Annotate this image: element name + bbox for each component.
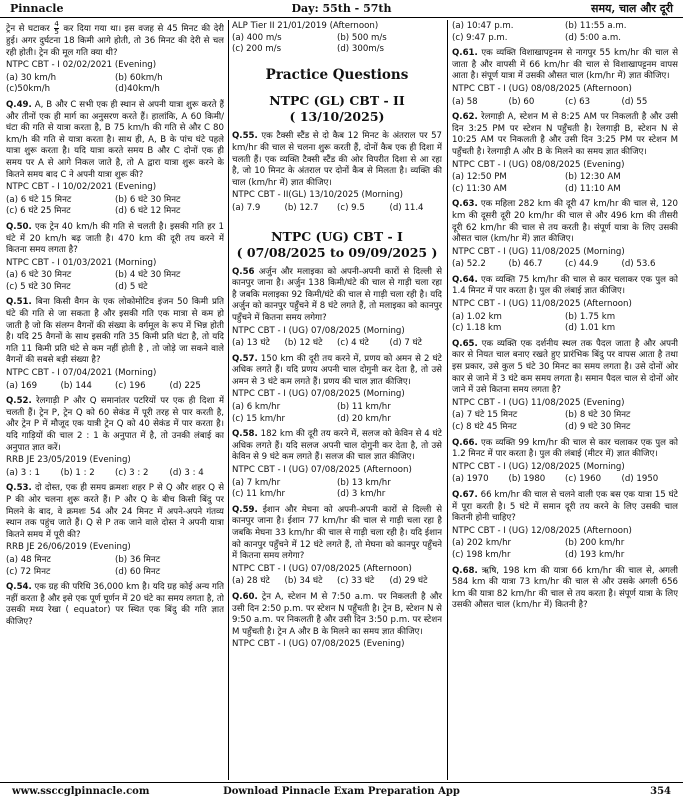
question-number: Q.63. — [452, 199, 478, 210]
options — [6, 270, 224, 293]
question-text: Q.54. एक ग्रह की परिधि 36,000 km है। यदि ग्रह कोई अन्य गति नहीं करता है और इसे एक पूर्ण घूर्णन में 20 घंटे का समय लगता है, तो उसकी मध्य रेखा ( equator) पर स्थित एक बिंदु की गति ज्ञात कीजिए? — [6, 582, 224, 627]
option: (d) 7 घंटे — [389, 338, 423, 349]
options — [452, 474, 678, 486]
options — [452, 172, 678, 195]
question-block — [6, 100, 224, 218]
option: (c) 33 घंटे — [337, 576, 375, 587]
header-topic: समय, चाल और दूरी — [591, 2, 673, 15]
question-number: Q.57. — [232, 353, 258, 364]
option: (a) 7 घंटे 15 मिनट — [452, 410, 518, 421]
question-source: RRB JE 26/06/2019 (Evening) — [6, 542, 131, 553]
option: (d) 20 km/hr — [337, 413, 391, 424]
question-text: Q.55. एक टैक्सी स्टैंड से दो कैब 12 मिनट के अंतराल पर 57 km/hr की चाल से चलना शुरू करती हैं, दोनों कैब एक ही दिशा में चलती हैं। एक व्यक्ति टैक्सी स्टैंड की ओर विपरीत दिशा से आ रहा है, जो 10 मिनट के अंतराल पर दोनों कैब से मिलता है। व्यक्ति की चाल (km/hr में) ज्ञात कीजिए। — [232, 131, 442, 188]
option: (d) 225 — [169, 380, 201, 391]
option: (d) 3 : 4 — [169, 467, 204, 478]
option: (a) 6 घंटे 15 मिनट — [6, 194, 72, 205]
option: (c) 5 घंटे 30 मिनट — [6, 281, 71, 292]
question-text: Q.59. ईशान और मेघना को अपनी-अपनी कारों से दिल्ली से कानपुर जाना है। ईशान 77 km/hr की चाल से गाड़ी चला रहा है जबकि मेघना 33 km/hr की चाल से गाड़ी चला रही है। यदि ईशान को कानपुर पहुँचने में 12 घंटे लगते हैं, तो मेघना को कानपुर पहुँचने में कितना समय लगेगा? — [232, 504, 442, 562]
options: (a) 30 km/h (b) 60km/h (c)50km/h (d)40km/h — [6, 72, 163, 95]
question-source: NTPC CBT - I 07/04/2021 (Morning) — [6, 368, 157, 379]
question-block — [232, 354, 442, 426]
options — [6, 555, 224, 578]
question-block — [6, 483, 224, 578]
option: (a) 13 घंटे — [232, 338, 270, 349]
question-source: NTPC CBT - I (UG) 07/08/2025 (Afternoon) — [232, 563, 412, 574]
question-number: Q.59. — [232, 504, 258, 515]
question-number: Q.64. — [452, 274, 478, 285]
option: (b) 12.7 — [284, 202, 319, 213]
option: (b) 8 घंटे 30 मिनट — [565, 410, 631, 421]
question-block — [232, 131, 442, 214]
question-source: NTPC CBT - II(GL) 13/10/2025 (Morning) — [232, 190, 404, 201]
question-source: NTPC CBT - I (UG) 07/08/2025 (Morning) — [232, 325, 405, 336]
option: (c) 11:30 AM — [452, 183, 507, 194]
question-number: Q.50. — [6, 221, 32, 232]
question-text: Q.68. ऋषि, 198 km की यात्रा 66 km/hr की चाल से, अगली 584 km की यात्रा 73 km/hr की चाल से और उसके अगली 656 km की यात्रा 82 km/hr की चाल से तय करता है। संपूर्ण यात्रा के लिए उसकी औसत चाल (km/hr में) कितनी है? — [452, 565, 678, 611]
option: (c) 72 मिनट — [6, 566, 51, 577]
option: (c) 4 घंटे — [337, 338, 369, 349]
option: (b) 144 — [60, 380, 92, 391]
option: (b) 34 घंटे — [284, 576, 323, 587]
question-text: Q.62. रेलगाड़ी A, स्टेशन M से 8:25 AM पर निकलती है और उसी दिन 3:25 PM पर स्टेशन N पहुँचती है। रेलगाड़ी B, स्टेशन N से 10:25 AM पर निकलती है और उसी दिन 3:25 PM पर स्टेशन M पहुँचती है। रेलगाड़ी A और B के मिलने का समय ज्ञात कीजिए। — [452, 112, 678, 157]
question-number: Q.68. — [452, 565, 478, 576]
question-number: Q.51. — [6, 297, 32, 308]
question-source: NTPC CBT - I (UG) 08/08/2025 (Afternoon) — [452, 83, 632, 94]
option: (a) 12:50 PM — [452, 172, 507, 183]
question-text: Q.57. 150 km की दूरी तय करने में, प्रणय को अमन से 2 घंटे अधिक लगते हैं। यदि प्रणय अपनी चाल दोगुनी कर देता है, तो उसे अमन से 3 घंटे कम लगते हैं। प्रणय की चाल ज्ञात कीजिए। — [232, 353, 442, 387]
option: (d) 6 घंटे 12 मिनट — [115, 206, 181, 217]
options — [232, 203, 442, 215]
option: (b) 1 : 2 — [60, 467, 95, 478]
option: (d) 29 घंटे — [389, 576, 428, 587]
question-text: Q.63. एक महिला 282 km की दूरी 47 km/hr की चाल से, 120 km की दूसरी दूरी 20 km/hr की चाल से और 496 km की तीसरी दूरी 62 km/hr की चाल से तय करती है। संपूर्ण यात्रा के लिए उसकी औसत चाल (km/hr में) ज्ञात कीजिए। — [452, 199, 678, 245]
question-source: NTPC CBT - I (UG) 07/08/2025 (Afternoon) — [232, 465, 412, 476]
question-number: Q.56 — [232, 266, 255, 277]
question-number: Q.58. — [232, 429, 258, 440]
options — [452, 97, 678, 109]
option: (a) 3 : 1 — [6, 467, 40, 478]
question-text: Q.61. एक व्यक्ति विशाखापट्टनम से नागपुर 55 km/hr की चाल से जाता है और वापसी में 66 km/hr की चाल से विशाखापट्टनम वापस आता है। संपूर्ण यात्रा में उसकी औसत चाल (km/hr में) ज्ञात कीजिए। — [452, 48, 678, 82]
option: (a) 202 km/hr — [452, 538, 512, 549]
options — [452, 538, 678, 561]
question-source: NTPC CBT - I (UG) 07/08/2025 (Morning) — [232, 389, 405, 400]
question-block — [452, 199, 678, 271]
option: (a) 52.2 — [452, 259, 486, 270]
option: (c) 198 km/hr — [452, 549, 511, 560]
question-block — [452, 339, 678, 434]
question-source: NTPC CBT - I (UG) 11/08/2025 (Morning) — [452, 246, 625, 257]
question-block — [232, 267, 442, 350]
practice-heading: Practice Questions — [265, 66, 409, 83]
option: (c) 6 घंटे 25 मिनट — [6, 206, 71, 217]
question-block — [452, 112, 678, 195]
column-3 — [452, 21, 678, 779]
option: (d) 1950 — [621, 474, 659, 485]
question-text: Q.67. 66 km/hr की चाल से चलने वाली एक बस एक यात्रा 15 घंटे में पूरा करती है। 5 घंटे में समान दूरी तय करने के लिए उसकी चाल कितनी होनी चाहिए? — [452, 489, 678, 524]
page-number: 354 — [650, 786, 671, 797]
question-source: NTPC CBT - I 02/02/2021 (Evening) — [6, 60, 157, 71]
question-block — [452, 275, 678, 335]
header-day: Day: 55th - 57th — [291, 2, 392, 15]
column-1 — [6, 21, 224, 779]
question-number: Q.60. — [232, 591, 258, 602]
page-footer — [0, 782, 683, 800]
question-text: Q.53. दो दोस्त, एक ही समय क्रमशः शहर P से Q और शहर Q से P की ओर चलना शुरू करते हैं। P और Q के बीच किसी बिंदु पर मिलने के बाद, वे क्रमशः 54 और 24 मिनट में अपने-अपने गंतव्य स्थान तक पहुंच जाते हैं। Q से P तक जाने वाले दोस्त ने अपनी यात्रा कितने समय में पूरी की? — [6, 483, 224, 540]
option: (d) 193 km/hr — [565, 549, 625, 560]
continued-question: ट्रेन से घटाकर $\frac{4}{5}$ कर दिया गया था। इस वजह से 45 मिनट की देरी हुई। अगर दुर्घटना 18 किमी आगे होती, तो 36 मिनट की देरी से चल रही होती। ट्रेन की मूल गति क्या थी? — [6, 21, 224, 58]
option: (b) 4 घंटे 30 मिनट — [115, 270, 181, 281]
options — [232, 402, 442, 425]
question-source: NTPC CBT - I (UG) 11/08/2025 (Evening) — [452, 397, 625, 408]
question-block — [452, 438, 678, 486]
question-text: Q.52. रेलगाड़ी P और Q समानांतर पटरियों पर एक ही दिशा में चलती हैं। ट्रेन P, ट्रेन Q को 60 सेकंड में पूरी तरह से पार करती है, और ट्रेन P में मौजूद एक यात्री ट्रेन Q को 40 सेकंड में पार करता है। यदि गाड़ियों की चाल 2 : 1 के अनुपात में है, तो उनकी लंबाई का अनुपात ज्ञात करें। — [6, 396, 224, 453]
question-text: Q.66. एक व्यक्ति 99 km/hr की चाल से कार चलाकर एक पुल को 1.2 मिनट में पार करता है। पुल की लंबाई (मीटर में) ज्ञात कीजिए। — [452, 437, 678, 460]
options — [452, 410, 678, 433]
question-text: Q.50. एक ट्रेन 40 km/h की गति से चलती है। इसकी गति हर 1 घंटे में 20 km/h बढ़ जाती है। 470 km की दूरी तय करने में कितना समय लगता है? — [6, 221, 224, 256]
option: (c) 11 km/hr — [232, 489, 286, 500]
question-source: RRB JE 23/05/2019 (Evening) — [6, 455, 131, 466]
option: (c) 44.9 — [565, 259, 599, 270]
column-2 — [232, 21, 442, 779]
question-block — [6, 582, 224, 628]
question-number: Q.54. — [6, 582, 32, 593]
option: (d) 9 घंटे 30 मिनट — [565, 422, 631, 432]
previous-options: ALP Tier II 21/01/2019 (Afternoon) (a) 400 m/s (b) 500 m/s (c) 200 m/s (d) 300m/s — [232, 21, 387, 55]
question-number: Q.61. — [452, 48, 478, 59]
section-heading: NTPC (UG) CBT - I ( 07/08/2025 to 09/09/2025 ) — [236, 228, 438, 260]
question-source: NTPC CBT - I (UG) 08/08/2025 (Evening) — [452, 159, 625, 170]
question-block — [452, 48, 678, 108]
option: (b) 1.75 km — [565, 311, 616, 322]
question-block — [452, 490, 678, 562]
option: (d) 55 — [621, 96, 648, 107]
page-header — [0, 0, 683, 18]
question-block — [232, 429, 442, 501]
option: (b) 1980 — [508, 474, 546, 485]
question-source: NTPC CBT - I (UG) 12/08/2025 (Morning) — [452, 461, 625, 472]
option: (a) 6 km/hr — [232, 402, 281, 413]
option: (b) 11 km/hr — [337, 402, 391, 413]
question-number: Q.67. — [452, 489, 478, 500]
option: (b) 12:30 AM — [565, 172, 621, 183]
question-source: NTPC CBT - I 01/03/2021 (Morning) — [6, 257, 157, 268]
question-text: Q.51. बिना किसी वैगन के एक लोकोमोटिव इंजन 50 किमी प्रति घंटे की गति से जा सकता है और इसकी गति एक मात्रा से कम हो जाती है जो कि संलग्न वैगनों की संख्या के वर्गमूल के रूप में भिन्न होती है। यदि 25 वैगनों के साथ इसकी गति 35 किमी प्रति घंटा है, तो यदि गति 11 किमी प्रति घंटे से कम नहीं होती है , तो जोड़े जा सकने वाले वैगनों की सबसे बड़ी संख्या है? — [6, 297, 224, 366]
options — [6, 381, 224, 393]
question-block — [6, 222, 224, 294]
question-source: NTPC CBT - I (UG) 12/08/2025 (Afternoon) — [452, 525, 632, 536]
option: (b) 60 — [508, 96, 535, 107]
option: (b) 6 घंटे 30 मिनट — [115, 194, 181, 205]
option: (a) 28 घंटे — [232, 576, 270, 587]
option: (a) 7 km/hr — [232, 477, 281, 488]
footer-app-promo: Download Pinnacle Exam Preparation App — [223, 786, 460, 797]
option: (a) 58 — [452, 96, 478, 107]
question-number: Q.66. — [452, 437, 478, 448]
question-block — [452, 566, 678, 612]
option: (c) 3 : 2 — [115, 467, 149, 478]
option: (d) 60 मिनट — [115, 566, 161, 577]
option: (c) 196 — [115, 380, 146, 391]
question-number: Q.65. — [452, 338, 478, 349]
options — [6, 468, 224, 480]
options — [232, 338, 442, 350]
column-divider — [228, 20, 229, 780]
options — [452, 259, 678, 271]
option: (d) 3 km/hr — [337, 489, 386, 500]
question-text: Q.64. एक व्यक्ति 75 km/hr की चाल से कार चलाकर एक पुल को 1.4 मिनट में पार करता है। पुल की लंबाई ज्ञात कीजिए। — [452, 274, 678, 297]
option: (b) 12 घंटे — [284, 338, 323, 349]
option: (d) 11.4 — [389, 202, 424, 213]
option: (c) 9.5 — [337, 202, 365, 213]
options: (a) 10:47 p.m. (b) 11:55 a.m. (c) 9:47 p.m. (d) 5:00 a.m. — [452, 21, 627, 43]
options — [6, 195, 224, 218]
option: (d) 5 घंटे — [115, 281, 148, 292]
option: (a) 1970 — [452, 474, 489, 485]
column-divider — [447, 20, 448, 780]
option: (b) 200 km/hr — [565, 538, 625, 549]
option: (a) 6 घंटे 30 मिनट — [6, 270, 72, 281]
option: (b) 13 km/hr — [337, 477, 391, 488]
question-number: Q.62. — [452, 112, 478, 123]
question-text: Q.60. ट्रेन A, स्टेशन M से 7:50 a.m. पर निकलती है और उसी दिन 2:50 p.m. पर स्टेशन N पहुँचती है। ट्रेन B, स्टेशन N से 9:50 a.m. पर निकलती है और उसी दिन 3:50 p.m. पर स्टेशन M पहुँचती है। ट्रेन A और B के मिलने का समय ज्ञात कीजिए। — [232, 591, 442, 637]
question-block — [232, 592, 442, 651]
question-source: NTPC CBT - I (UG) 11/08/2025 (Afternoon) — [452, 299, 632, 310]
option: (c) 1960 — [565, 474, 602, 485]
question-block — [232, 505, 442, 588]
option: (b) 46.7 — [508, 259, 543, 270]
question-text: Q.49. A, B और C सभी एक ही स्थान से अपनी यात्रा शुरू करते हैं और तीनों एक ही मार्ग का अनुसरण करते हैं। हालांकि, A 60 किमी/घंटा की गति से यात्रा करता है, B 75 km/h की गति से और C 80 km/h की गति से यात्रा करता है। साथ ही, A, B के पांच घंटे पहले यात्रा शुरू करता है। यदि यात्रा करते समय B और C दोनों एक ही समय पर A से आगे निकल जाते है, तो A द्वारा यात्रा शुरू करने के कितने समय बाद C ने अपनी यात्रा शुरू की? — [6, 99, 224, 180]
footer-website[interactable]: www.ssccglpinnacle.com — [12, 786, 150, 797]
option: (b) 36 मिनट — [115, 554, 161, 565]
option: (a) 1.02 km — [452, 311, 502, 322]
question-text: Q.58. 182 km की दूरी तय करने में, सलज को केविन से 4 घंटे अधिक लगते हैं। यदि सलज अपनी चाल दोगुनी कर देता है, तो उसे केविन से 9 घंटे कम लगते हैं। सलज की चाल ज्ञात कीजिए। — [232, 429, 442, 463]
options — [232, 576, 442, 588]
option: (c) 8 घंटे 45 मिनट — [452, 422, 517, 432]
question-block — [6, 396, 224, 479]
question-source: NTPC CBT - I 10/02/2021 (Evening) — [6, 182, 157, 193]
option: (a) 169 — [6, 380, 38, 391]
question-number: Q.52. — [6, 396, 32, 407]
options — [232, 478, 442, 501]
option: (c) 63 — [565, 96, 591, 107]
options — [452, 312, 678, 335]
fraction: $\frac{4}{5}$ — [54, 21, 59, 36]
section-heading: NTPC (GL) CBT - II ( 13/10/2025) — [269, 93, 405, 125]
question-number: Q.55. — [232, 131, 258, 142]
question-source: NTPC CBT - I (UG) 07/08/2025 (Evening) — [232, 639, 405, 650]
header-brand: Pinnacle — [10, 2, 64, 15]
option: (a) 48 मिनट — [6, 554, 51, 565]
option: (d) 53.6 — [621, 259, 656, 270]
question-block — [6, 297, 224, 392]
option: (c) 15 km/hr — [232, 413, 286, 424]
question-number: Q.49. — [6, 99, 32, 110]
option: (c) 1.18 km — [452, 323, 502, 334]
question-number: Q.53. — [6, 483, 32, 494]
option: (d) 1.01 km — [565, 323, 616, 334]
option: (a) 7.9 — [232, 202, 261, 213]
question-text: Q.65. एक व्यक्ति एक दर्शनीय स्थल तक पैदल जाता है और अपनी कार से नियत चाल बनाए रखते हुए प्रारंभिक बिंदु पर वापस आता है तथा इस प्रकार, उसे कुल 5 घंटे 30 मिनट का समय लगता है। उसे दोनों ओर कार से जाने में 3 घंटे कम समय लगता है। समान पैदल चाल से दोनों ओर जाने में उसे कितना समय लगता है? — [452, 338, 678, 396]
question-text: Q.56 अर्जुन और मलाइका को अपनी-अपनी कारों से दिल्ली से कानपुर जाना है। अर्जुन 138 किमी/घंटे की चाल से गाड़ी चला रहा है जबकि मलाइका 92 किमी/घंटे की चाल से गाड़ी चला रही है। यदि अर्जुन को कानपुर पहुँचने में 8 घंटे लगते हैं, तो मलाइका को कानपुर पहुँचने में कितना समय लगेगा? — [232, 266, 442, 323]
option: (d) 11:10 AM — [565, 183, 621, 194]
